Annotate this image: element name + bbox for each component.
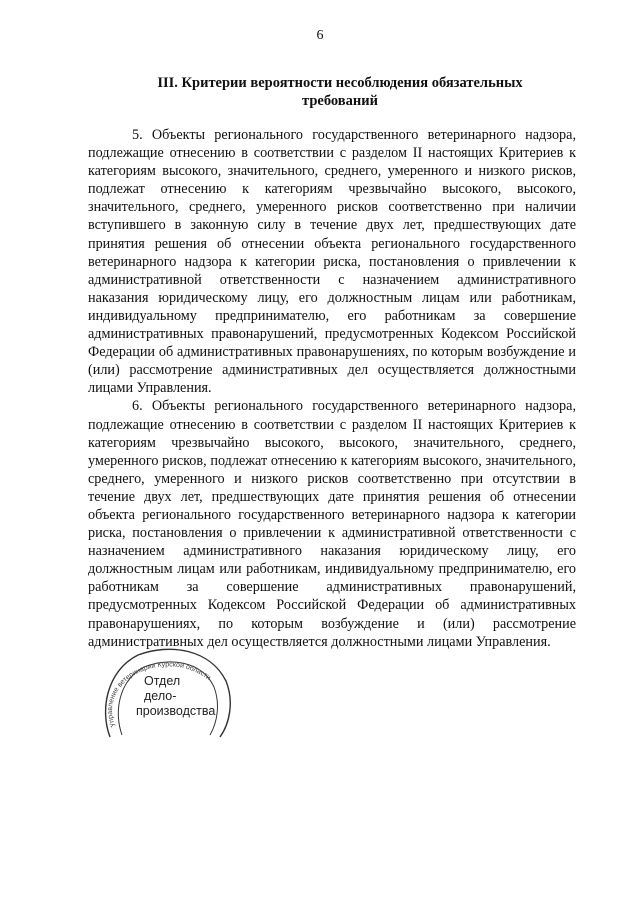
stamp-ring-textpath: Управление ветеринарии Курской области bbox=[106, 661, 212, 728]
office-stamp bbox=[98, 641, 236, 749]
stamp-line-1: Отдел bbox=[144, 674, 181, 688]
paragraph-5: 5. Объекты регионального государственного ветеринарного надзора, подлежащие отнесению в соответствии с разделом II настоящих Критериев к категориям высокого, значительного, среднего, умеренного и низкого рисков, подлежат отнесению к категориям чрезвычайно высокого, высокого, значительного, среднего, умеренного рисков соответственно при наличии вступившего в законную силу в течение двух лет, предшествующих дате принятия решения об отнесении объекта регионального государственного ветеринарного надзора к категории риска, постановления о привлечении к административной ответственности с назначением административного наказания юридическому лицу, его должностным лицам или работникам, индивидуальному предпринимателю, его работникам за совершение административных правонарушений, предусмотренных Кодексом Российской Федерации об административных правонарушениях, по которым возбуждение и (или) рассмотрение административных дел осуществляется должностными лицами Управления. bbox=[88, 127, 576, 397]
section-heading bbox=[140, 74, 540, 110]
section-heading-line-2: требований bbox=[302, 93, 378, 109]
page-number: 6 bbox=[316, 28, 324, 43]
section-heading-line-1: III. Критерии вероятности несоблюдения обязательных bbox=[157, 75, 523, 91]
stamp-line-3: производства bbox=[136, 704, 216, 718]
stamp-line-2: дело- bbox=[144, 689, 177, 703]
paragraph-6: 6. Объекты регионального государственного ветеринарного надзора, подлежащие отнесению в соответствии с разделом II настоящих Критериев к категориям чрезвычайно высокого, высокого, значительного, среднего, умеренного рисков, подлежат отнесению к категориям высокого, значительного, среднего, умеренного и низкого рисков соответственно при отсутствии в течение двух лет, предшествующих дате принятия решения об отнесении объекта регионального государственного ветеринарного надзора к категории риска, постановления о привлечении к административной ответственности с назначением административного наказания юридическому лицу, его должностным лицам или работникам, индивидуальному предпринимателю, его работникам за совершение административных правонарушений, предусмотренных Кодексом Российской Федерации об административных правонарушениях, по которым возбуждение и (или) рассмотрение административных дел осуществляется должностными лицами Управления. bbox=[88, 398, 576, 650]
document-body bbox=[88, 126, 576, 651]
